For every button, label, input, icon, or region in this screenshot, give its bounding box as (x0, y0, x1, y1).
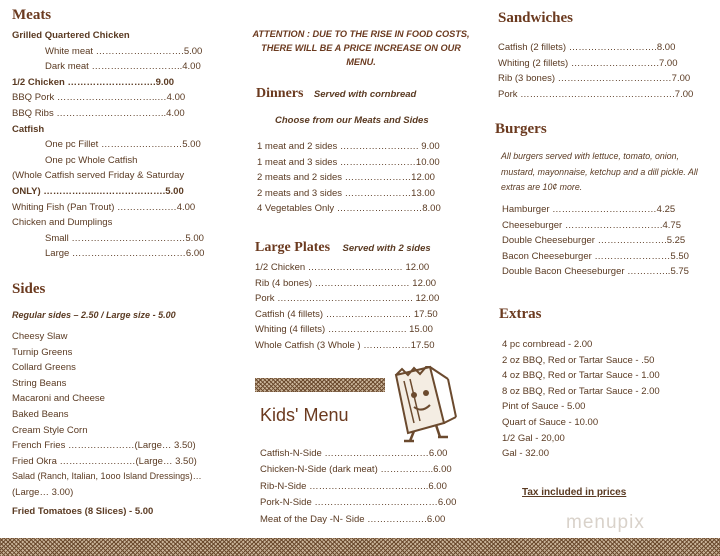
sides-price-note: Regular sides – 2.50 / Large size - 5.00 (12, 310, 176, 320)
list-item: Rib (4 bones) ………………………… 12.00 (255, 277, 437, 289)
kids-menu-title: Kids' Menu (260, 405, 349, 425)
list-item: Chicken and Dumplings (12, 217, 113, 229)
list-item: 1/2 Gal - 20,00 (502, 432, 565, 444)
watermark-text: menupix (566, 512, 645, 533)
dinners-title: Dinners (256, 86, 304, 101)
list-item: Chicken-N-Side (dark meat) ……………..6.00 (260, 464, 452, 476)
burgers-title: Burgers (495, 121, 547, 137)
list-item: Pork-N-Side …………………………………6.00 (260, 497, 457, 509)
list-item: Catfish (12, 123, 45, 135)
sandwiches-title: Sandwiches (498, 10, 574, 26)
list-item: Rib (3 bones) ………………………………7.00 (498, 73, 691, 85)
list-item: Cheeseburger ………………………….4.75 (502, 219, 681, 231)
list-item: Catfish (4 fillets) ……………………… 17.50 (255, 308, 438, 320)
list-item: 8 oz BBQ, Red or Tartar Sauce - 2.00 (502, 385, 660, 397)
list-item: Fried Okra ……………………(Large… 3.50) (12, 455, 197, 467)
large-plates-subtitle: Served with 2 sides (342, 243, 431, 254)
dinners-choose: Choose from our Meats and Sides (275, 115, 429, 126)
large-plates-list (255, 260, 439, 354)
burgers-note: All burgers served with lettuce, tomato, onion, mustard, mayonnaise, ketchup and a dill pickle. All extras are 10¢ more. (501, 151, 698, 192)
list-item: Small ………………………………5.00 (45, 232, 204, 244)
list-item: Catfish (2 fillets) ……………………….8.00 (498, 42, 676, 53)
meats-list (12, 28, 204, 262)
list-item: Cream Style Corn (12, 424, 88, 436)
list-item: 2 meats and 2 sides …………………12.00 (257, 172, 435, 184)
sides-list (12, 329, 202, 519)
list-item: Double Cheeseburger ………………….5.25 (502, 235, 686, 247)
list-item: Whole Catfish (3 Whole ) ……………17.50 (255, 339, 435, 351)
list-item: Whiting (4 fillets) ……………………. 15.00 (255, 324, 433, 336)
list-item: (Large… 3.00) (12, 486, 74, 498)
list-item: Dark meat ………………………..4.00 (45, 61, 201, 73)
list-item: (Whole Catfish served Friday & Saturday (12, 170, 185, 182)
list-item: BBQ Pork …………………………..…4.00 (12, 92, 186, 104)
list-item: BBQ Ribs ……………………………..4.00 (12, 107, 185, 119)
extras-list (502, 337, 660, 462)
list-item: Meat of the Day -N- Side ……………….6.00 (260, 513, 446, 525)
list-item: 4 oz BBQ, Red or Tartar Sauce - 1.00 (502, 370, 660, 382)
list-item: Turnip Greens (12, 346, 73, 358)
list-item: Grilled Quartered Chicken (12, 30, 130, 41)
large-plates-header (255, 238, 431, 256)
list-item: Macaroni and Cheese (12, 393, 105, 405)
list-item: 2 oz BBQ, Red or Tartar Sauce - .50 (502, 354, 655, 366)
list-item: Whiting Fish (Pan Trout) …………….…4.00 (12, 201, 196, 213)
list-item: 1/2 Chicken ………………………… 12.00 (255, 262, 430, 273)
list-item: Quart of Sauce - 10.00 (502, 416, 599, 428)
sandwiches-list (498, 40, 693, 102)
tax-note: Tax included in prices (522, 487, 627, 498)
list-item: One pc Whole Catfish (45, 154, 138, 166)
list-item: Catfish-N-Side ……………………………6.00 (260, 448, 448, 459)
sides-title: Sides (12, 281, 46, 297)
list-item: Collard Greens (12, 362, 76, 374)
paper-bag-mascot-icon (392, 365, 464, 450)
list-item: Salad (Ranch, Italian, 1ooo Island Dressings)… (12, 471, 202, 482)
large-plates-title: Large Plates (255, 240, 331, 255)
list-item: 4 Vegetables Only ………………………8.00 (257, 203, 441, 215)
list-item: Pork ………………………………………….7.00 (498, 88, 694, 100)
list-item: String Beans (12, 377, 67, 389)
list-item: French Fries …………………(Large… 3.50) (12, 440, 196, 452)
list-item: 1 meat and 3 sides ……………………10.00 (257, 156, 440, 168)
dinners-header (256, 84, 416, 102)
list-item: Gal - 32.00 (502, 448, 549, 460)
list-item: Pint of Sauce - 5.00 (502, 401, 586, 413)
burgers-list (502, 202, 689, 280)
extras-title: Extras (499, 306, 542, 322)
list-item: 2 meats and 3 sides …………………13.00 (257, 187, 435, 199)
decorative-pattern-bar (255, 378, 385, 392)
list-item: Bacon Cheeseburger ……………………5.50 (502, 250, 689, 262)
list-item: Rib-N-Side ………………………………..6.00 (260, 480, 447, 492)
list-item: Whiting (2 fillets) ……………………….7.00 (498, 57, 678, 69)
list-item: Double Bacon Cheeseburger …………..5.75 (502, 266, 689, 278)
dinners-subtitle: Served with cornbread (313, 89, 417, 100)
list-item: Fried Tomatoes (8 Slices) - 5.00 (12, 505, 154, 517)
bottom-pattern-band (0, 538, 720, 556)
list-item: ONLY) ……………..………………….5.00 (12, 185, 184, 197)
meats-title: Meats (12, 7, 52, 23)
list-item: One pc Fillet ………….…….……5.00 (45, 139, 201, 151)
list-item: White meat ……………………….5.00 (45, 45, 203, 57)
list-item: 4 pc cornbread - 2.00 (502, 339, 593, 350)
list-item: Baked Beans (12, 408, 69, 420)
list-item: 1/2 Chicken ……………………….9.00 (12, 76, 175, 88)
list-item: Large ………………………………6.00 (45, 248, 205, 260)
dinners-list (257, 139, 441, 217)
kids-list (260, 446, 456, 528)
list-item: Pork ……………………………………. 12.00 (255, 293, 440, 305)
list-item: 1 meat and 2 sides ……………………. 9.00 (257, 141, 440, 152)
price-notice: ATTENTION : DUE TO THE RISE IN FOOD COSTS, THERE WILL BE A PRICE INCREASE ON OUR MENU. (252, 29, 470, 67)
list-item: Hamburger ……………………………4.25 (502, 204, 676, 215)
list-item: Cheesy Slaw (12, 331, 68, 342)
